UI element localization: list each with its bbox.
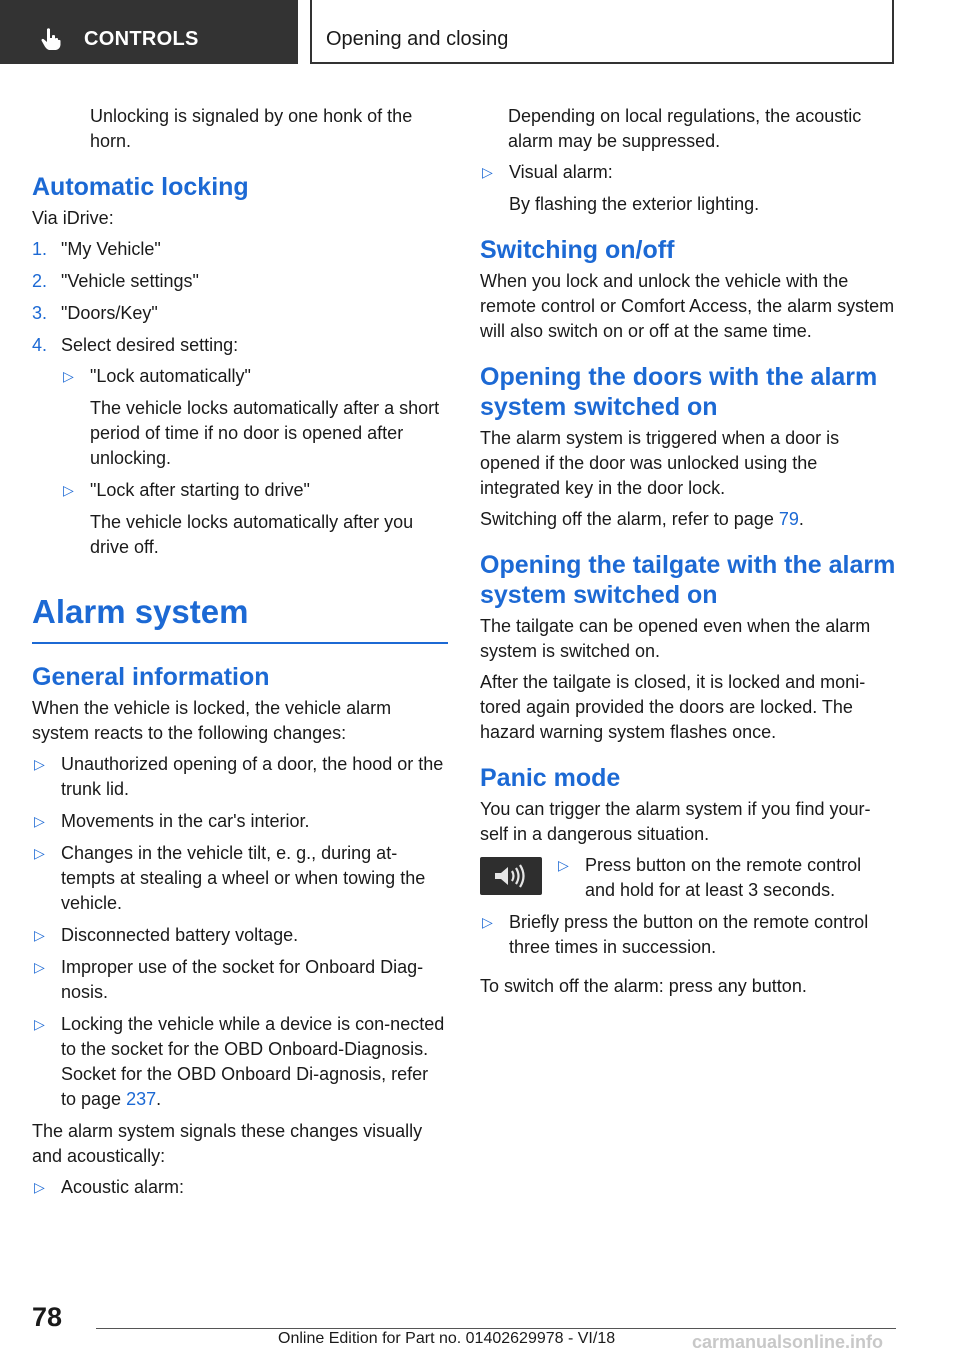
lock-options [61,364,448,560]
page-number: 78 [32,1302,63,1332]
list-item: ▷ "Lock automatically" The vehicle locks automatically after a short period of time if no door is opened after unlocking. [63,366,440,468]
list-item: ▷ Improper use of the socket for Onboard Diag-nosis. [34,957,424,1002]
triangle-right-icon: ▷ [482,164,493,180]
triangle-right-icon: ▷ [34,959,45,975]
list-item: ▷ Press button on the remote control and hold for at least 3 seconds. [558,855,862,900]
step-item: 4. Select desired setting: ▷ "Lock automatically" The vehicle locks automatically after a short period of time if no door is opened after unlocking. ▷ "Lock after starting to drive" The vehicle locks automatically after you drive off. [32,333,448,560]
section-tab [0,0,298,64]
alarm-triggers-list [32,752,448,1112]
signals-text: The alarm system signals these changes visually and acoustically: [32,1121,423,1166]
triangle-right-icon: ▷ [63,482,74,498]
page-link-237[interactable]: 237 [126,1089,157,1109]
switching-text: When you lock and unlock the vehicle with the remote control or Comfort Access, the alarm system will also switch on or off at the same time. [480,271,895,341]
general-information-heading: General information [32,663,270,691]
triangle-right-icon: ▷ [482,914,493,930]
page-title: Opening and closing [326,28,509,50]
acoustic-desc-text: Depending on local regulations, the acoustic alarm may be suppressed. [508,106,862,151]
triangle-right-icon: ▷ [34,1016,45,1032]
doors-heading: Opening the doors with the alarm system switched on [480,363,878,421]
alarm-system-title: Alarm system [32,590,448,644]
acoustic-list [32,1175,448,1200]
panic-brief-list [480,910,896,960]
step-item: 1. "My Vehicle" [32,239,161,259]
switching-heading: Switching on/off [480,236,675,264]
step-item: 2. "Vehicle settings" [32,271,199,291]
hand-touch-icon [40,27,62,51]
doors-text: The alarm system is triggered when a door is opened if the door was unlocked using the integrated key in the door lock. [480,428,840,498]
watermark: carmanualsonline.info [692,1332,884,1352]
unlock-signal-text: Unlocking is signaled by one honk of the horn. [90,106,413,151]
left-column [32,104,448,1207]
doors-ref-text: Switching off the alarm, refer to page 79. [480,509,804,529]
list-item: ▷ Unauthorized opening of a door, the hood or the trunk lid. [34,754,444,799]
speaker-alarm-icon [480,857,542,895]
panic-text: You can trigger the alarm system if you find your-self in a dangerous situation. [480,799,871,844]
panic-heading: Panic mode [480,764,621,792]
triangle-right-icon: ▷ [34,756,45,772]
triangle-right-icon: ▷ [558,857,569,873]
page-header [310,0,894,64]
section-label: CONTROLS [84,28,199,50]
tailgate-text-1: The tailgate can be opened even when the alarm system is switched on. [480,616,871,661]
tailgate-heading: Opening the tailgate with the alarm system switched on [480,551,896,609]
list-item: ▷ "Lock after starting to drive" The vehicle locks automatically after you drive off. [63,480,414,557]
via-idrive-text: Via iDrive: [32,208,114,228]
general-intro-text: When the vehicle is locked, the vehicle alarm system reacts to the following changes: [32,698,392,743]
triangle-right-icon: ▷ [34,1179,45,1195]
triangle-right-icon: ▷ [34,813,45,829]
switch-off-text: To switch off the alarm: press any button. [480,976,807,996]
page-link-79[interactable]: 79 [778,509,799,529]
list-item: ▷ Visual alarm: By flashing the exterior lighting. [482,162,760,214]
automatic-locking-heading: Automatic locking [32,173,249,201]
list-item: ▷ Disconnected battery voltage. [32,923,448,948]
triangle-right-icon: ▷ [34,845,45,861]
list-item: ▷ Movements in the car's interior. [32,809,448,834]
edition-text: Online Edition for Part no. 01402629978 - VI/18 [278,1330,616,1347]
idrive-steps [32,237,448,560]
tailgate-text-2: After the tailgate is closed, it is locked and moni-tored again provided the doors are locked. The hazard warning system flashes once. [480,672,866,742]
panic-button-row [480,853,896,903]
right-column [480,104,896,1005]
visual-list [480,160,896,217]
panic-press-list [556,853,896,903]
list-item: ▷ Locking the vehicle while a device is con-nected to the socket for the OBD Onboard-Diagnosis. Socket for the OBD Onboard Di-agnosis, refer to page 237. [34,1014,445,1109]
list-item: ▷ Changes in the vehicle tilt, e. g., during at-tempts at stealing a wheel or when towing the vehicle. [34,843,426,913]
triangle-right-icon: ▷ [34,927,45,943]
triangle-right-icon: ▷ [63,368,74,384]
footer-divider [96,1328,896,1329]
step-item: 3. "Doors/Key" [32,303,158,323]
list-item: ▷ Briefly press the button on the remote control three times in succession. [482,912,869,957]
list-item: ▷ Acoustic alarm: [32,1175,448,1200]
